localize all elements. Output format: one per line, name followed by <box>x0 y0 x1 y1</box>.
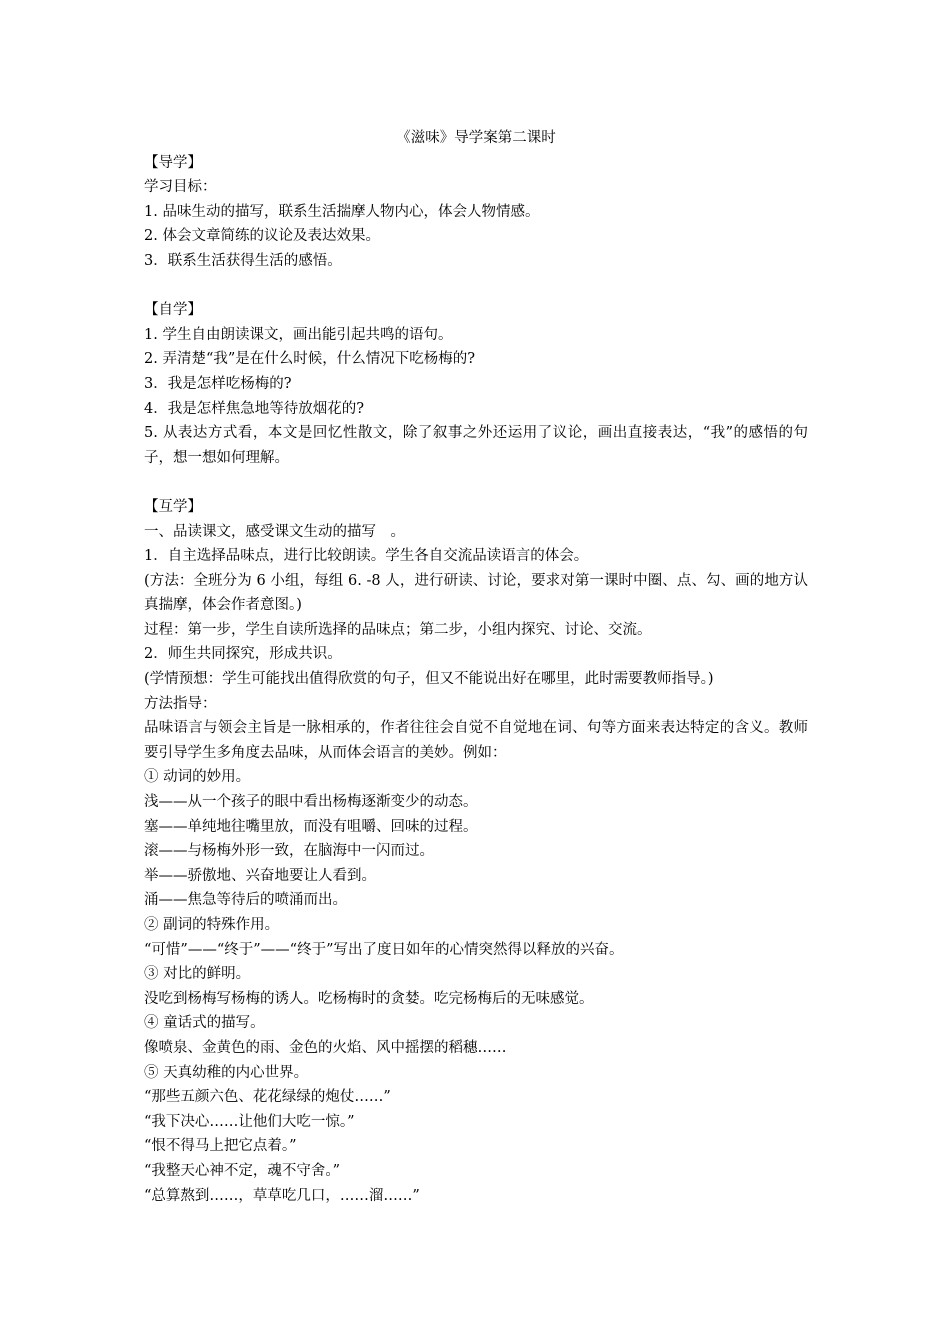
quote-line: “我下决心……让他们大吃一惊。” <box>144 1113 355 1130</box>
huxue-step: 2．师生共同探究，形成共识。 <box>144 646 342 663</box>
point-line: 没吃到杨梅写杨梅的诱人。吃杨梅时的贪婪。吃完杨梅后的无味感觉。 <box>144 990 594 1007</box>
point-line: 涌——焦急等待后的喷涌而出。 <box>144 892 347 909</box>
point-heading: ② 副词的特殊作用。 <box>144 917 280 933</box>
blank-line <box>144 274 808 299</box>
guide-label: 方法指导： <box>144 695 217 712</box>
zixue-item: 2. 弄清楚“我”是在什么时候，什么情况下吃杨梅的? <box>144 351 476 368</box>
section-heading-zixue: 【自学】 <box>144 302 202 319</box>
guide-text: 品味语言与领会主旨是一脉相承的，作者往往会自觉不自觉地在词、句等方面来表达特定的含义。教师要引导学生多角度去品味，从而体会语言的美妙。例如： <box>144 720 808 761</box>
point-heading: ① 动词的妙用。 <box>144 769 251 786</box>
goal-item: 1. 品味生动的描写，联系生活揣摩人物内心，体会人物情感。 <box>144 203 540 220</box>
quote-line: “恨不得马上把它点着。” <box>144 1138 297 1155</box>
huxue-prediction-note: (学情预想：学生可能找出值得欣赏的句子，但又不能说出好在哪里，此时需要教师指导。) <box>144 671 714 688</box>
point-line: 浅——从一个孩子的眼中看出杨梅逐渐变少的动态。 <box>144 794 478 811</box>
huxue-section-title: 一、品读课文，感受课文生动的描写 。 <box>144 523 405 540</box>
point-heading: ③ 对比的鲜明。 <box>144 966 251 983</box>
goals-label: 学习目标： <box>144 179 217 196</box>
goal-item: 2. 体会文章简练的议论及表达效果。 <box>144 228 380 245</box>
point-line: 塞——单纯地往嘴里放，而没有咀嚼、回味的过程。 <box>144 818 478 835</box>
zixue-item: 3．我是怎样吃杨梅的? <box>144 375 292 392</box>
quote-line: “我整天心神不定，魂不守舍。” <box>144 1162 341 1179</box>
zixue-item: 4．我是怎样焦急地等待放烟花的? <box>144 400 364 417</box>
zixue-item: 5. 从表达方式看，本文是回忆性散文，除了叙事之外还运用了议论，画出直接表达，“我”的感悟的句子，想一想如何理解。 <box>144 425 808 466</box>
huxue-process: 过程：第一步，学生自读所选择的品味点；第二步，小组内探究、讨论、交流。 <box>144 621 652 638</box>
section-heading-daoxue: 【导学】 <box>144 154 202 171</box>
section-heading-huxue: 【互学】 <box>144 498 202 515</box>
point-line: 像喷泉、金黄色的雨、金色的火焰、风中摇摆的稻穗…… <box>144 1039 507 1056</box>
blank-line <box>144 470 808 495</box>
quote-line: “那些五颜六色、花花绿绿的炮仗……” <box>144 1089 391 1106</box>
huxue-method-note: (方法：全班分为 6 小组，每组 6. -8 人，进行研读、讨论，要求对第一课时中圈、点、勾、画的地方认真揣摩，体会作者意图。) <box>144 572 808 614</box>
goal-item: 3．联系生活获得生活的感悟。 <box>144 252 342 269</box>
page-title: 《滋味》导学案第二课时 <box>396 130 556 146</box>
point-heading: ④ 童话式的描写。 <box>144 1015 265 1032</box>
document-body <box>144 126 808 1208</box>
point-line: 举——骄傲地、兴奋地要让人看到。 <box>144 867 376 884</box>
point-heading: ⑤ 天真幼稚的内心世界。 <box>144 1064 309 1081</box>
zixue-item: 1. 学生自由朗读课文，画出能引起共鸣的语句。 <box>144 326 453 343</box>
huxue-step: 1．自主选择品味点，进行比较朗读。学生各自交流品读语言的体会。 <box>144 548 589 565</box>
point-line: “可惜”——“终于”——“终于”写出了度日如年的心情突然得以释放的兴奋。 <box>144 941 624 958</box>
quote-line: “总算熬到……，草草吃几口，……溜……” <box>144 1187 420 1204</box>
point-line: 滚——与杨梅外形一致，在脑海中一闪而过。 <box>144 843 434 860</box>
